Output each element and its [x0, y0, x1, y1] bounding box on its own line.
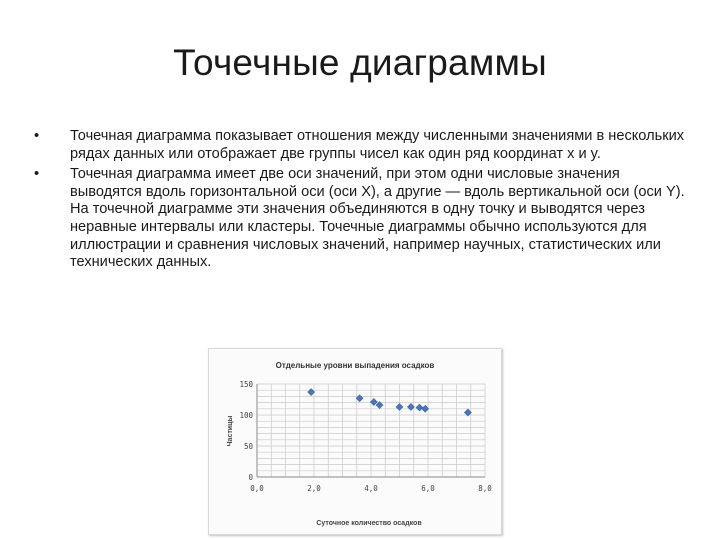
data-point: [416, 404, 423, 411]
y-axis-label: Частицы: [227, 415, 234, 447]
slide-title: Точечные диаграммы: [173, 42, 547, 83]
x-tick-label: 8,0: [478, 484, 492, 493]
x-axis-label: Суточное количество осадков: [316, 520, 422, 527]
y-tick-label: 100: [239, 411, 253, 420]
y-tick-label: 150: [239, 380, 253, 389]
chart-ticks: [239, 380, 492, 493]
x-tick-label: 6,0: [421, 484, 435, 493]
x-tick-label: 4,0: [364, 484, 378, 493]
bullet-marker: •: [34, 166, 40, 183]
x-tick-label: 0,0: [250, 484, 264, 493]
chart-title: Отдельные уровни выпадения осадков: [275, 361, 435, 370]
bullet-marker: •: [34, 128, 40, 144]
bullet-item: [34, 166, 694, 272]
scatter-chart-svg: [209, 349, 501, 534]
y-tick-label: 50: [243, 442, 253, 451]
bullet-text: Точечная диаграмма показывает отношения между численными значениями в нескольких рядах данных или отображает две группы чисел как один ряд координат x и y.: [70, 128, 685, 162]
bullet-text: Точечная диаграмма имеет две оси значений, при этом одни числовые значения выводятся вдоль горизонтальной оси (оси X), а другие — вдоль вертикальной оси (оси Y). На точечной диаграмме эти значения объединяются в одну точку и выводятся через неравные интервалы или кластеры. Точечные диаграммы обычно используются для иллюстрации и сравнения числовых значений, например научных, статистических или технических данных.: [70, 166, 685, 271]
data-point: [396, 403, 403, 410]
chart-grid: [257, 384, 485, 477]
y-tick-label: 0: [248, 473, 253, 482]
scatter-chart: [208, 348, 502, 535]
bullet-list: [34, 128, 694, 275]
bullet-item: [34, 128, 694, 163]
x-tick-label: 2,0: [307, 484, 321, 493]
